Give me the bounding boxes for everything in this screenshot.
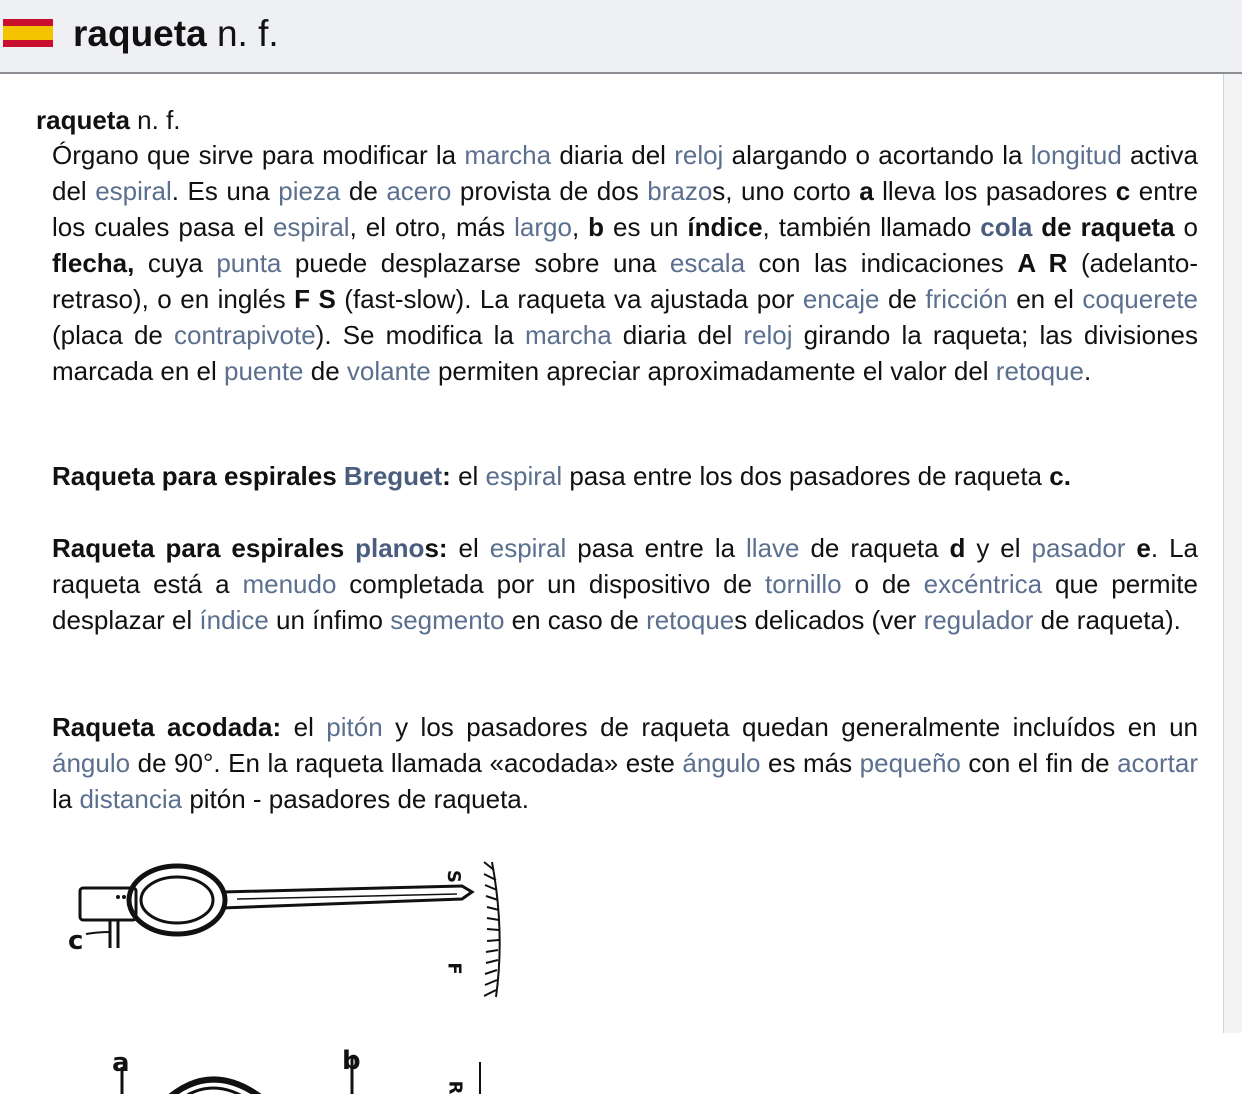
glossary-link[interactable]: menudo	[242, 569, 337, 599]
entry-text: de	[879, 284, 926, 314]
entry-text: con el fin de	[960, 748, 1118, 778]
bold-term	[442, 461, 451, 491]
entry-text: un ínfimo	[268, 605, 391, 635]
entry-text: el	[447, 533, 490, 563]
entry-text: A R	[1017, 248, 1068, 278]
entry-text: entre los cuales pasa el	[52, 176, 1199, 242]
bold-term	[859, 176, 873, 206]
entry-text: de	[340, 176, 387, 206]
entry-text: (adelanto-retraso), o en inglés	[52, 248, 1199, 314]
entry-text: c	[1115, 176, 1131, 206]
glossary-link[interactable]: espiral	[272, 212, 350, 242]
entry-text: de	[303, 356, 347, 386]
bold-term	[687, 212, 762, 242]
title-word: raqueta	[73, 13, 207, 54]
entry-text: pitón - pasadores de raqueta.	[182, 784, 529, 814]
entry-text: ). Se modifica la	[315, 320, 525, 350]
entry-content	[0, 74, 1224, 1094]
label-r: R	[444, 1080, 466, 1094]
entry-text: y el	[965, 533, 1032, 563]
entry-text: de raqueta).	[1033, 605, 1181, 635]
headword-text: raqueta	[36, 105, 130, 135]
glossary-link[interactable]: encaje	[802, 284, 880, 314]
glossary-link[interactable]: reloj	[674, 140, 724, 170]
label-c: c	[68, 926, 84, 956]
entry-text: s, uno corto	[712, 176, 860, 206]
spain-flag-icon	[3, 19, 53, 47]
definition-paragraph	[52, 137, 1198, 389]
glossary-link[interactable]: índice	[199, 605, 269, 635]
entry-text: s delicados (ver	[734, 605, 924, 635]
headword-pos: n. f.	[137, 105, 181, 135]
planos-paragraph	[52, 530, 1198, 638]
entry-text: Órgano que sirve para modificar la	[52, 140, 465, 170]
entry-text: b	[588, 212, 605, 242]
entry-text: , el otro, más	[349, 212, 515, 242]
bold-term	[1116, 176, 1130, 206]
entry-text: provista de dos	[451, 176, 648, 206]
entry-text: .	[1083, 356, 1092, 386]
bold-term	[1032, 212, 1174, 242]
entry-text: es un	[604, 212, 688, 242]
glossary-link[interactable]: distancia	[79, 784, 183, 814]
title-bar	[0, 0, 1242, 74]
glossary-link[interactable]: espiral	[485, 461, 563, 491]
glossary-link[interactable]: ángulo	[682, 748, 761, 778]
glossary-link[interactable]: tornillo	[764, 569, 842, 599]
glossary-link[interactable]: reloj	[743, 320, 793, 350]
entry-text: Raqueta acodada:	[52, 712, 282, 742]
entry-text: :	[442, 461, 451, 491]
glossary-link[interactable]: llave	[746, 533, 800, 563]
label-b: b	[342, 1046, 361, 1076]
entry-text: e	[1136, 533, 1151, 563]
glossary-link[interactable]: acortar	[1117, 748, 1198, 778]
glossary-link[interactable]: pequeño	[859, 748, 961, 778]
entry-text: completada por un dispositivo de	[336, 569, 765, 599]
entry-text: . Es una	[171, 176, 279, 206]
glossary-link[interactable]: pasador	[1031, 533, 1126, 563]
entry-text: (fast-slow). La raqueta va ajustada por	[335, 284, 803, 314]
glossary-link[interactable]: puente	[223, 356, 304, 386]
glossary-link[interactable]: marcha	[464, 140, 552, 170]
entry-text: Raqueta para espirales	[52, 461, 344, 491]
page-title	[73, 12, 279, 56]
bold-term	[52, 712, 281, 742]
entry-text: d	[949, 533, 966, 563]
breguet-paragraph	[52, 458, 1198, 494]
entry-text: alargando o acortando la	[723, 140, 1031, 170]
glossary-link[interactable]: contrapivote	[174, 320, 316, 350]
entry-text: o	[1174, 212, 1199, 242]
label-s: S	[442, 870, 464, 883]
glossary-link[interactable]: retoque	[646, 605, 735, 635]
glossary-link[interactable]: brazo	[647, 176, 713, 206]
glossary-link[interactable]: pitón	[326, 712, 383, 742]
entry-text: cuya	[134, 248, 217, 278]
entry-text: o de	[841, 569, 924, 599]
entry-text: ,	[571, 212, 589, 242]
label-f: F	[443, 962, 465, 975]
entry-text: Raqueta para espirales	[52, 533, 356, 563]
glossary-link[interactable]: excéntrica	[923, 569, 1043, 599]
entry-headword	[36, 102, 181, 138]
raqueta-diagram	[62, 852, 512, 1094]
entry-text: a	[859, 176, 874, 206]
vertical-scrollbar[interactable]	[1223, 74, 1242, 1033]
glossary-link[interactable]: retoque	[995, 356, 1084, 386]
bold-term	[294, 284, 336, 314]
entry-text: de raqueta	[799, 533, 950, 563]
glossary-link[interactable]: cola	[980, 212, 1033, 242]
glossary-link[interactable]: segmento	[390, 605, 505, 635]
entry-text: c.	[1049, 461, 1071, 491]
entry-text: el	[450, 461, 486, 491]
glossary-link[interactable]: acero	[386, 176, 452, 206]
bold-term	[52, 248, 134, 278]
glossary-link[interactable]: largo	[514, 212, 572, 242]
bold-term	[980, 212, 1032, 242]
glossary-link[interactable]: Breguet	[343, 461, 443, 491]
entry-text: pasa entre los dos pasadores de raqueta	[562, 461, 1050, 491]
glossary-link[interactable]: regulador	[923, 605, 1034, 635]
bold-term	[424, 533, 447, 563]
glossary-link[interactable]: ángulo	[52, 748, 131, 778]
entry-text: es más	[760, 748, 860, 778]
glossary-link[interactable]: espiral	[489, 533, 567, 563]
glossary-link[interactable]: espiral	[95, 176, 172, 206]
entry-text: puede desplazarse sobre una	[281, 248, 670, 278]
glossary-link[interactable]: pieza	[278, 176, 341, 206]
entry-text: índice	[687, 212, 763, 242]
bold-term	[52, 533, 355, 563]
entry-text: de 90°. En la raqueta llamada «acodada» este	[130, 748, 683, 778]
entry-text: que permite desplazar el	[52, 569, 1198, 635]
glossary-link[interactable]: punta	[216, 248, 282, 278]
bold-term	[1049, 461, 1071, 491]
entry-text: , también llamado	[762, 212, 981, 242]
entry-text: en caso de	[504, 605, 647, 635]
bold-term	[588, 212, 604, 242]
entry-text: pasa entre la	[566, 533, 747, 563]
bold-term	[1017, 248, 1067, 278]
bold-term	[1136, 533, 1150, 563]
entry-text: diaria del	[551, 140, 675, 170]
entry-text: (placa de	[52, 320, 175, 350]
glossary-link[interactable]: volante	[346, 356, 431, 386]
entry-text: . La raqueta está a	[52, 533, 1198, 599]
entry-text: s:	[424, 533, 448, 563]
entry-text: activa del	[52, 140, 1198, 206]
bold-term	[52, 461, 344, 491]
glossary-link[interactable]: longitud	[1030, 140, 1122, 170]
entry-text	[1125, 533, 1136, 563]
entry-text: lleva los pasadores	[873, 176, 1116, 206]
glossary-link[interactable]: plano	[355, 533, 425, 563]
entry-text: la	[52, 784, 80, 814]
entry-text: permiten apreciar aproximadamente el valor del	[430, 356, 996, 386]
entry-text: el	[281, 712, 327, 742]
bold-term	[355, 533, 424, 563]
entry-text: y los pasadores de raqueta quedan generalmente incluídos en un	[382, 712, 1198, 742]
entry-text: de raqueta	[1032, 212, 1175, 242]
entry-text: girando la raqueta; las divisiones marcada en el	[52, 320, 1198, 386]
glossary-link[interactable]: marcha	[524, 320, 612, 350]
entry-text: F S	[294, 284, 336, 314]
acodada-paragraph	[52, 709, 1198, 817]
glossary-link[interactable]: escala	[669, 248, 746, 278]
entry-text: en el	[1007, 284, 1083, 314]
bold-term	[344, 461, 442, 491]
glossary-link[interactable]: fricción	[925, 284, 1008, 314]
entry-text: flecha,	[52, 248, 135, 278]
bold-term	[949, 533, 965, 563]
title-pos: n. f.	[216, 13, 279, 54]
entry-text: con las indicaciones	[745, 248, 1018, 278]
glossary-link[interactable]: coquerete	[1082, 284, 1199, 314]
entry-text: diaria del	[611, 320, 744, 350]
label-a: a	[112, 1048, 130, 1078]
